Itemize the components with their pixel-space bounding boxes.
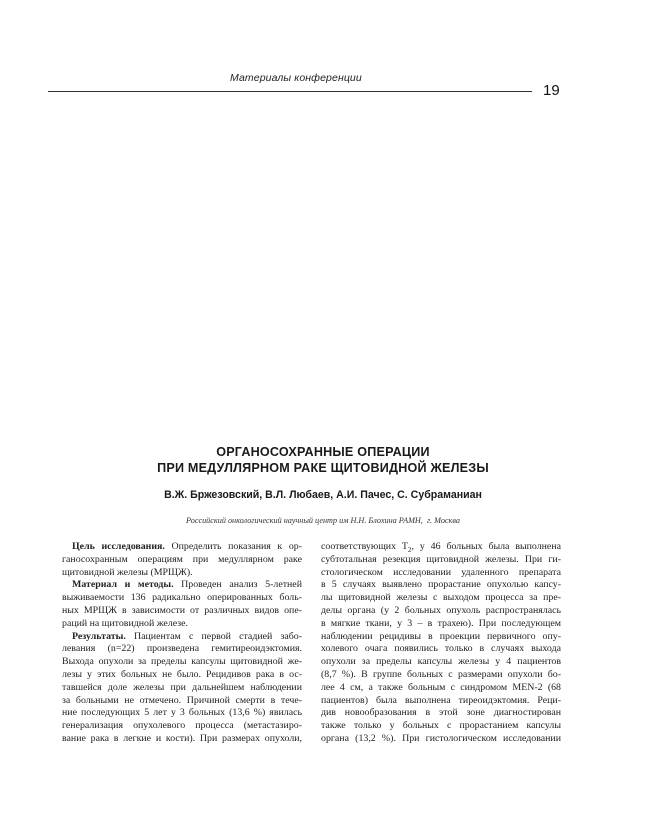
header-rule — [48, 91, 532, 92]
results-heading: Результаты. — [72, 630, 126, 642]
text-line: наблюдении рецидивы в проекции первичного опу- — [321, 630, 561, 642]
paragraph-results-continued — [321, 541, 561, 746]
running-head: Материалы конференции — [230, 72, 362, 84]
methods-heading: Материал и методы. — [72, 579, 174, 591]
text-line — [62, 579, 302, 592]
article-title-line-2: ПРИ МЕДУЛЛЯРНОМ РАКЕ ЩИТОВИДНОЙ ЖЕЛЕЗЫ — [157, 461, 489, 475]
text-line: вание рака в легкие и кости). При размерах опухоли, — [62, 732, 302, 744]
text-line — [62, 631, 302, 644]
paragraph-methods — [62, 579, 302, 630]
text-line: щитовидной железы (МРЩЖ). — [62, 566, 193, 578]
subscript: 2 — [407, 545, 412, 554]
text-line: (8,7 %). В группе больных с размерами опухоли бо- — [321, 668, 561, 680]
page-number: 19 — [543, 82, 560, 99]
article-title — [60, 444, 586, 476]
text-line: также только у больных с прорастанием капсулы — [321, 720, 561, 732]
text-line — [321, 541, 561, 554]
text-span: Проведен анализ 5-летней — [181, 579, 302, 591]
text-line: опухоли за пределы капсулы железы у 4 пациентов — [321, 656, 561, 668]
body-column-right — [321, 541, 561, 746]
text-span: Определить показания к ор- — [171, 541, 303, 552]
text-line: субтотальная резекция щитовидной железы. При ги- — [321, 553, 561, 565]
text-line: пациентов) была выполнена тиреоидэктомия. Реци- — [321, 694, 561, 706]
text-line: лее 4 см, а также больным с синдромом MEN-2 (68 — [321, 681, 561, 693]
text-line: левания (n=22) произведена гемитиреоидэктомия. — [62, 643, 302, 655]
paragraph-aim — [62, 541, 302, 579]
text-line: холевого очага появились только в случаях выхода — [321, 643, 561, 655]
text-line: раций на щитовидной железе. — [62, 617, 188, 629]
text-span: соответствующих T — [321, 541, 408, 552]
text-line: Выхода опухоли за пределы капсулы щитовидной же- — [62, 656, 302, 668]
text-line: генерализация опухолевого процесса (метастазиро- — [62, 720, 302, 732]
aim-heading: Цель исследования. — [72, 541, 165, 552]
article-affiliation: Российский онкологический научный центр им Н.Н. Блохина РАМН, г. Москва — [186, 516, 460, 525]
paragraph-results — [62, 631, 302, 746]
text-line: в мягкие ткани, у 3 – в трахею). При последующем — [321, 617, 561, 629]
text-line — [62, 541, 302, 554]
text-line: органа (13,2 %). При гистологическом исследовании — [321, 732, 561, 744]
text-line: лы щитовидной железы с выходом процесса за пре- — [321, 592, 561, 604]
text-line: в 5 случаях выявлено прорастание опухолью капсу- — [321, 579, 561, 591]
text-line: делы органа (у 2 больных опухоль распространялась — [321, 604, 561, 616]
text-line: ганосохранным операциям при медуллярном раке — [62, 553, 302, 565]
text-line: тавшейся доле железы при дальнейшем наблюдении — [62, 681, 302, 693]
article-title-line-1: ОРГАНОСОХРАННЫЕ ОПЕРАЦИИ — [216, 445, 430, 459]
text-line: стологическом исследовании удаленного препарата — [321, 566, 561, 578]
text-line: выживаемости 136 радикально оперированных боль- — [62, 592, 302, 604]
text-span: Пациентам с первой стадией забо- — [133, 630, 302, 642]
text-line: за больными не отмечено. Причиной смерти в тече- — [62, 694, 302, 706]
body-column-left — [62, 541, 302, 746]
article-authors: В.Ж. Бржезовский, В.Л. Любаев, А.И. Пачес, С. Субраманиан — [164, 489, 482, 501]
text-line: лезы у этих больных не было. Рецидивов рака в ос- — [62, 668, 302, 680]
text-line: ных МРЩЖ в зависимости от различных видов опе- — [62, 604, 302, 616]
text-span: , у 46 больных была выполнена — [411, 541, 561, 552]
text-line: див новообразования в этой зоне диагностирован — [321, 707, 561, 719]
text-line: ние последующих 5 лет у 3 больных (13,6 %) явилась — [62, 707, 302, 719]
